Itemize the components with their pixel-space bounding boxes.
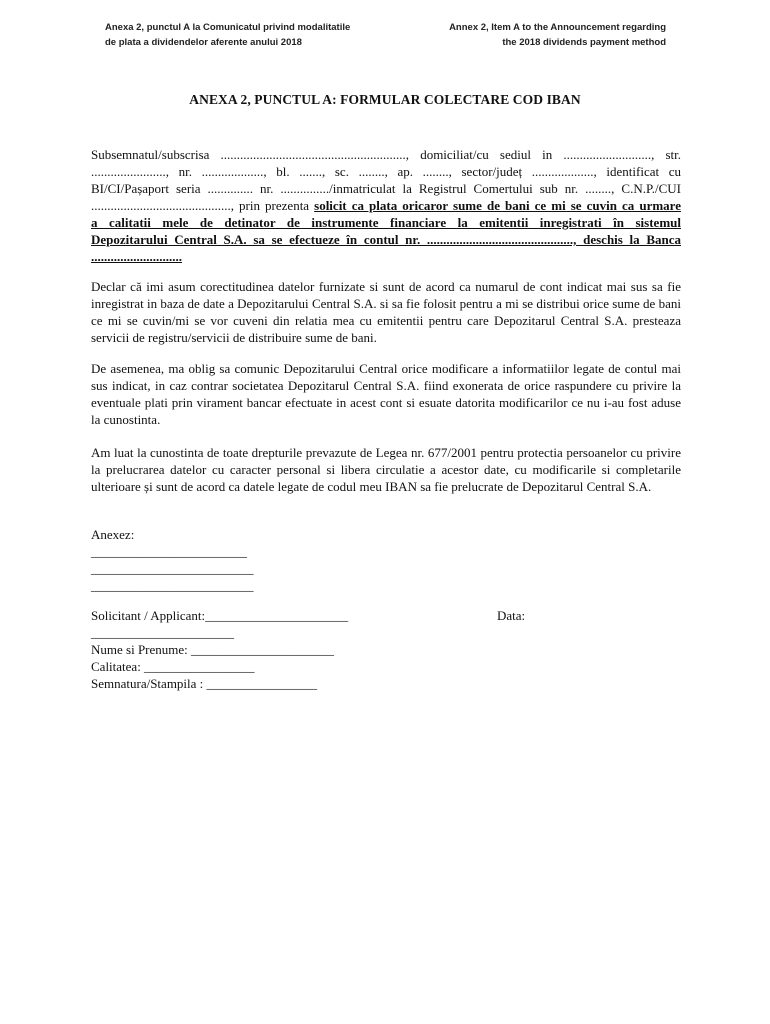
p1-line6: Depozitarului Central S.A. sa se efectueze în contul nr. ............................................., deschis la Banca	[91, 232, 681, 247]
paragraph-obligation: De asemenea, ma oblig sa comunic Depozitarului Central orice modificare a informatiilor legate de contul mai sus indicat, in caz contrar societatea Depozitarul Central S.A. fiind exonerata de orice raspundere cu privire la eventuale plati prin virament bancar efectuate in acest cont si esuate datorita modificarilor ce nu i-au fost aduse la cunostinta.	[91, 361, 681, 427]
p1-line4-plain: ..........................................., prin prezenta	[91, 198, 315, 213]
p1-line3: BI/CI/Pașaport seria .............. nr. .............../inmatriculat la Registrul Comertului sub nr. ........, C.N.P./CUI	[91, 181, 681, 196]
annex-line-3: _________________________	[91, 578, 254, 593]
paragraph-accuracy: Declar că imi asum corectitudinea datelor furnizate si sunt de acord ca numarul de cont indicat mai sus sa fie inregistrat in baza de date a Depozitarului Central S.A. si sa fie folosit pentru a mi se distribui orice sume de bani ce mi se cuvin/mi se vor cuveni din relatia mea cu emitentii pentru care Depozitarul Central S.A. presteaza servicii de registru/servicii de distribuire sume de bani.	[91, 279, 681, 345]
header-right-line2: the 2018 dividends payment method	[502, 37, 666, 48]
signature-section	[91, 607, 691, 692]
signature-stamp-field: Semnatura/Stampila : _________________	[91, 676, 318, 691]
quality-field: Calitatea: _________________	[91, 659, 255, 674]
annex-label: Anexez:	[91, 527, 135, 542]
header-left-line2: de plata a dividendelor aferente anului 2018	[105, 37, 302, 48]
name-field: Nume si Prenume: ______________________	[91, 642, 335, 657]
header-left	[105, 20, 405, 50]
header-right	[366, 20, 666, 50]
header-right-line1: Annex 2, Item A to the Announcement regarding	[449, 22, 666, 33]
applicant-field: Solicitant / Applicant:______________________	[91, 608, 349, 623]
p1-line5: a calitatii mele de detinator de instrumente financiare la emitentii inregistrati în sistemul	[91, 215, 681, 230]
annex-line-1: ________________________	[91, 544, 247, 559]
p1-line4-bold: solicit ca plata oricaror sume de bani ce mi se cuvin ca urmare	[314, 198, 681, 213]
annex-section	[91, 526, 254, 594]
p1-line7: ............................	[91, 249, 182, 264]
date-field: Data:	[497, 608, 526, 623]
annex-line-2: _________________________	[91, 561, 254, 576]
document-title: ANEXA 2, PUNCTUL A: FORMULAR COLECTARE COD IBAN	[189, 92, 581, 107]
p1-line2: ......................., nr. ..................., bl. ......., sc. ........, ap. ........, sector/județ ..................., identificat cu	[91, 164, 681, 179]
applicant-field-cont: ______________________	[91, 625, 234, 640]
p1-line1: Subsemnatul/subscrisa ........................................................., domiciliat/cu sediul in ..........................., str.	[91, 147, 681, 162]
header-left-line1: Anexa 2, punctul A la Comunicatul privind modalitatile	[105, 22, 351, 33]
paragraph-declaration	[91, 146, 681, 265]
paragraph-data-protection: Am luat la cunostinta de toate drepturile prevazute de Legea nr. 677/2001 pentru protectia persoanelor cu privire la prelucrarea datelor cu caracter personal si libera circulatie a acestor date, cu modificarile si completarile ulterioare și sunt de acord ca datele legate de codul meu IBAN sa fie prelucrate de Depozitarul Central S.A.	[91, 445, 681, 494]
p1-line4	[91, 197, 681, 214]
